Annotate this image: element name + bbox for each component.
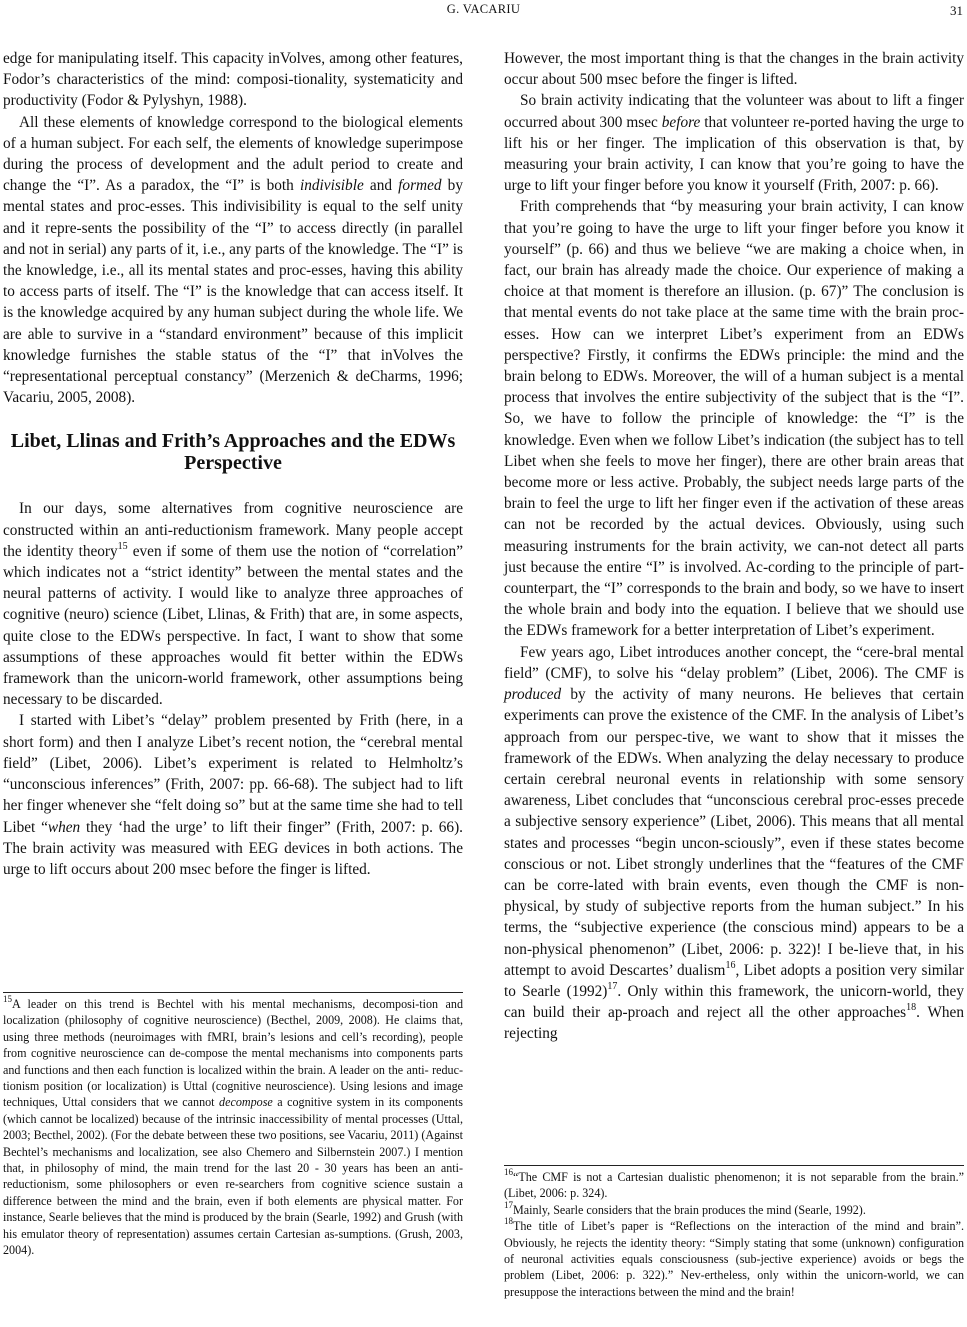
paragraph: edge for manipulating itself. This capacity inVolves, among other features, Fodor’s characteristics of the mind: composi-tionality, systematicity and productivity (Fodor & Pylyshyn, 1988). — [3, 50, 463, 110]
footnote: $^{17}$Mainly, Searle considers that the brain produces the mind (Searle, 1992). — [504, 1199, 866, 1217]
section-heading: Libet, Llinas and Frith’s Approaches and the EDWs Perspective — [10, 430, 456, 475]
footnote: $^{16}$“The CMF is not a Cartesian dualistic phenomenon; it is not separable from the brain.” (Libet, 2006: p. 324). — [504, 1166, 964, 1201]
footnote: $^{15}$A leader on this trend is Bechtel with his mental mechanisms, decomposi-tion and localization (philosophy of cognitive neuroscience) (Becthel, 2009, 2008). He claims that, using three methods (neuroimages with fMRI, brain’s lesions and cell’s recording), people from cognitive neuroscience can de-compose the mental mechanisms into components parts and functions and then each function is localized within the brain. A leader on the anti- reduc-tionism position (or localization) is Uttal (cognitive neuroscience). Using lesions and image techniques, Uttal considers that we cannot decompose a cognitive system in its components (which cannot be localized) because of the intrinsic inaccessibility of mental processes (Uttal, 2003; Becthel, 2002). (For the debate between these two positions, see Vacariu, 2011) (Against Bechtel’s mechanisms and localization, see also Chemero and Silbernstein 2007.) I mention that, in philosophy of mind, the main trend for the last 20 - 30 years has been an anti-reductionism, some philosophers or even re-searchers from cognitive science sustain a difference between the mind and the brain, even if both elements are physical matter. For instance, Searle believes that the mind is produced by the brain (Searle, 1992) and Grush (with his emulator theory of representation) assumes certain Cartesian as-sumptions. (Grush, 2003, 2004). — [3, 993, 463, 1258]
footnote: $^{18}$The title of Libet’s paper is “Reflections on the interaction of the mind and brain”. Obviously, he rejects the identity theory: “Simply stating that some (unknown) configuration of neuronal activities equals consciousness (sub-jective experience) avoids or begs the problem (Libet, 2006: p. 322).” Nev-ertheless, only within the unicorn-world, we can presuppose the interactions between the mind and the brain! — [504, 1216, 964, 1299]
page-header — [0, 0, 967, 22]
paragraph: So brain activity indicating that the volunteer was about to lift a finger occurred about 300 msec before that volunteer re-ported having the urge to lift his or her finger. The implication of this observation is that, by measuring your brain activity, I can know that you’re going to have the urge to lift your finger before you know it yourself (Frith, 2007: p. 66). — [504, 92, 964, 195]
paragraph: However, the most important thing is that the changes in the brain activity occur about 500 msec before the finger is lifted. — [504, 50, 964, 89]
right-column — [504, 48, 964, 1045]
footnotes-left — [3, 992, 463, 1259]
footnote-ref: 15 — [117, 540, 128, 552]
footnote-ref: 16 — [725, 959, 736, 971]
running-title: G. VACARIU — [446, 2, 521, 16]
footnote-ref: 17 — [607, 980, 618, 992]
left-column — [3, 48, 463, 880]
page-number: 31 — [950, 3, 963, 18]
paragraph: I started with Libet’s “delay” problem presented by Frith (here, in a short form) and then I analyze Libet’s recent notion, the “cerebral mental field” (Libet, 2006). Libet’s experiment is related to Helmholtz’s “unconscious inferences” (Frith, 2007: pp. 66-68). The subject had to lift her finger whenever she “felt doing so” but at the same time she had to tell Libet “when they ‘had the urge’ to lift their finger” (Frith, 2007: p. 66). The brain activity was measured with EEG devices in both actions. The urge to lift occurs about 200 msec before the finger is lifted. — [3, 712, 463, 878]
paragraph: Frith comprehends that “by measuring your brain activity, I can know that you’re going to have the urge to lift your finger before you know it yourself” (p. 66) and thus we believe “we are making a choice when, in fact, our brain has already made the choice. Our experience of making a choice at that moment is therefore an illusion. (p. 67)” The conclusion is that mental events do not take place at the same time with the brain proc-esses. How can we interpret Libet’s experiment from an EDWs perspective? Firstly, it confirms the EDWs principle: the mind and the brain belong to EDWs. Moreover, the will of a human subject is a mental process that involves the entire subjectivity of the subject that is the “I”. So, we have to follow the principle of knowledge: the “I” is the knowledge. Even when we follow Libet’s indication (the subject has to tell Libet when she feels to move her finger), there are other brain areas that become more or less active. Probably, the subject needs large parts of the brain to feel the urge to lift her finger even if the activation of these areas can not be recorded by the actual devices. Obviously, using such measuring instruments for the brain activity, we can-not detect all parts just because the entire “I” is involved. Ac-cording to the principle of part-counterpart, the “I” corresponds to the brain and body, so we have to insert the whole brain and body into the equation. I believe that we should use the EDWs framework for a better interpretation of Libet’s experiment. — [504, 198, 964, 640]
paragraph: Few years ago, Libet introduces another concept, the “cere-bral mental field” (CMF), to solve his “delay problem” (Libet, 2006). The CMF is produced by the activity of many neurons. He believes that certain experiments can prove the existence of the CMF. In the analysis of Libet’s approach from our perspec-tive, we want to show that it misses the framework of the EDWs. When analyzing the delay necessary to produce certain cerebral neuronal events in relationship with some sensory awareness, Libet concludes that “unconscious cerebral proc-esses precede a subjective sensory experience” (Libet, 2006). This means that all mental states and processes “begin uncon-sciously”, even if these states become conscious or not. Libet strongly underlines that the “features of the CMF can be corre-lated with brain events, even though the CMF is non-physical, by study of subjective reports from the human subject.” In his terms, the “subjective experience (the conscious mind) appears to be a non-physical phenomenon” (Libet, 2006: p. 322)! I be-lieve that, in his attempt to avoid Descartes’ dualism$^{16}$, Libet adopts a position very similar to Searle $(1992)^{17}$. Only within this framework, the unicorn-world, they can build their ap-proach and reject all the other approaches$^{18}$. When rejecting — [504, 643, 964, 1043]
footnote-ref: 18 — [906, 1002, 917, 1014]
paragraph: All these elements of knowledge correspond to the biological elements of a human subject. For each self, the elements of knowledge superimpose during the process of development and the adult period to create and change the “I”. As a paradox, the “I” is both indivisible and formed by mental states and proc-esses. This indivisibility is equal to the self unity and it repre-sents the possibility of the “I” to access directly (in parallel and not in serial) any parts of it, i.e., any parts of the knowledge. The “I” is the knowledge, i.e., all its mental states and proc-esses, having this ability to access parts of itself. The “I” is the knowledge that can access itself. It is the knowledge acquired by any human subject during the whole life. We are able to survive in a “standard environment” because of this implicit knowledge furnishes the stable status of the “I” that inVolves the “representational perceptual constancy” (Merzenich & deCharms, 1996; Vacariu, 2005, 2008). — [3, 113, 463, 407]
footnotes-right — [504, 1165, 964, 1300]
paragraph: In our days, some alternatives from cognitive neuroscience are constructed within an anti-reductionism framework. Many people accept the identity theory$^{15}$ even if some of them use the notion of “correlation” which indicates not a “strict identity” between the mental states and the neural patterns of activity. I would like to analyze three approaches of cognitive (neuro) science (Libet, Llinas, & Frith) that are, in some aspects, quite close to the EDWs perspective. In fact, I want to show that some assumptions of these approaches would fit better within the EDWs framework than the unicorn-world framework, other assumptions being necessary to be discarded. — [3, 500, 463, 709]
